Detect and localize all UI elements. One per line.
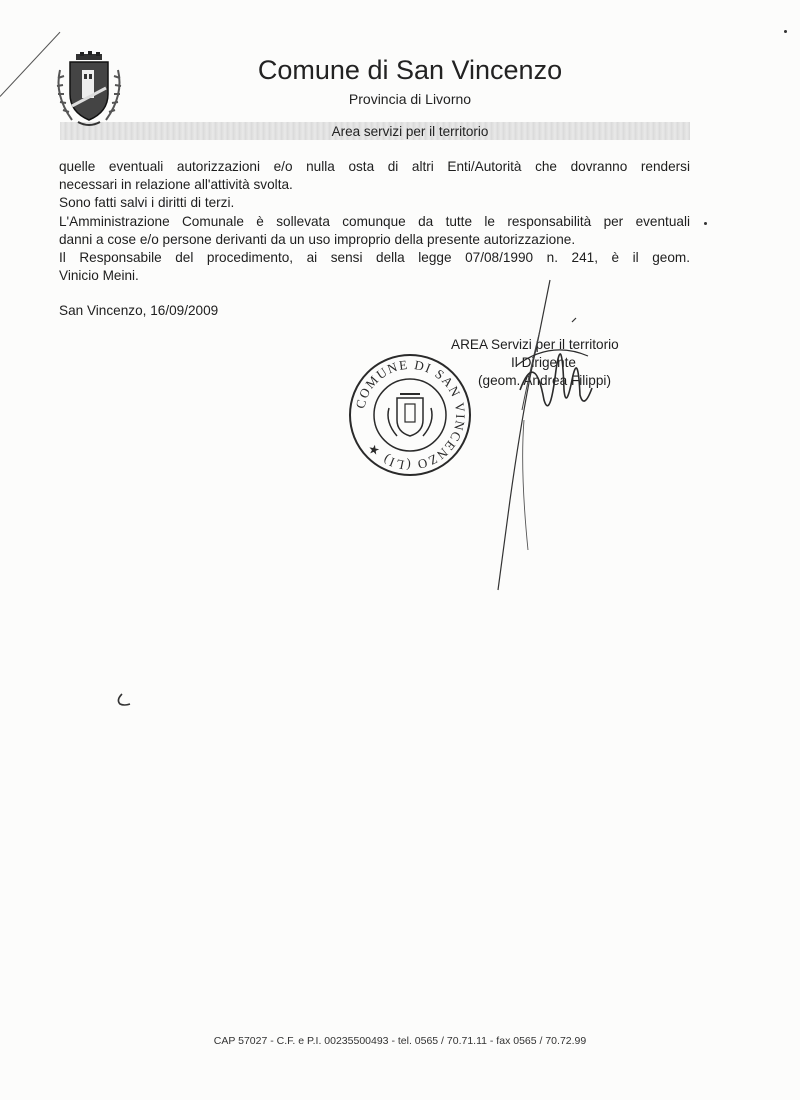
- stray-dot: [704, 222, 707, 225]
- stamp-crest-icon: [388, 394, 432, 436]
- signer-name: (geom. Andrea Filippi): [478, 373, 611, 388]
- body-line: quelle eventuali autorizzazioni e/o nulla osta di altri Enti/Autorità che dovranno rendersi: [59, 159, 690, 174]
- body-line: Il Responsabile del procedimento, ai sensi della legge 07/08/1990 n. 241, è il geom.: [59, 250, 690, 266]
- official-stamp: [345, 350, 475, 480]
- stray-pen-mark: [112, 690, 136, 714]
- footer-contact: CAP 57027 - C.F. e P.I. 00235500493 - tel. 0565 / 70.71.11 - fax 0565 / 70.72.99: [213, 1035, 587, 1047]
- signer-department: AREA Servizi per il territorio: [451, 337, 619, 352]
- department-label: Area servizi per il territorio: [331, 124, 489, 139]
- body-line: danni a cose e/o persone derivanti da un uso improprio della presente autorizzazione.: [59, 231, 576, 247]
- body-text: [59, 158, 690, 285]
- municipal-crest-icon: [52, 50, 126, 130]
- handwritten-signature: [480, 270, 620, 600]
- province-subtitle: Provincia di Livorno: [348, 91, 472, 107]
- body-line: Vinicio Meini.: [59, 268, 139, 284]
- body-line: L'Amministrazione Comunale è sollevata comunque da tutte le responsabilità per eventuali: [59, 213, 690, 229]
- svg-text:COMUNE DI SAN VINCENZO (LI) ★: [352, 357, 468, 473]
- stray-dot: [784, 30, 787, 33]
- body-line: necessari in relazione all'attività svolta.: [59, 177, 293, 193]
- municipality-title: Comune di San Vincenzo: [257, 55, 563, 85]
- bleed-through-mark: [55, 500, 58, 512]
- body-line: Sono fatti salvi i diritti di terzi.: [59, 195, 235, 211]
- place-date: San Vincenzo, 16/09/2009: [59, 303, 219, 318]
- signer-role: Il Dirigente: [511, 355, 576, 370]
- stamp-text: COMUNE DI SAN VINCENZO (LI) ★: [352, 356, 469, 474]
